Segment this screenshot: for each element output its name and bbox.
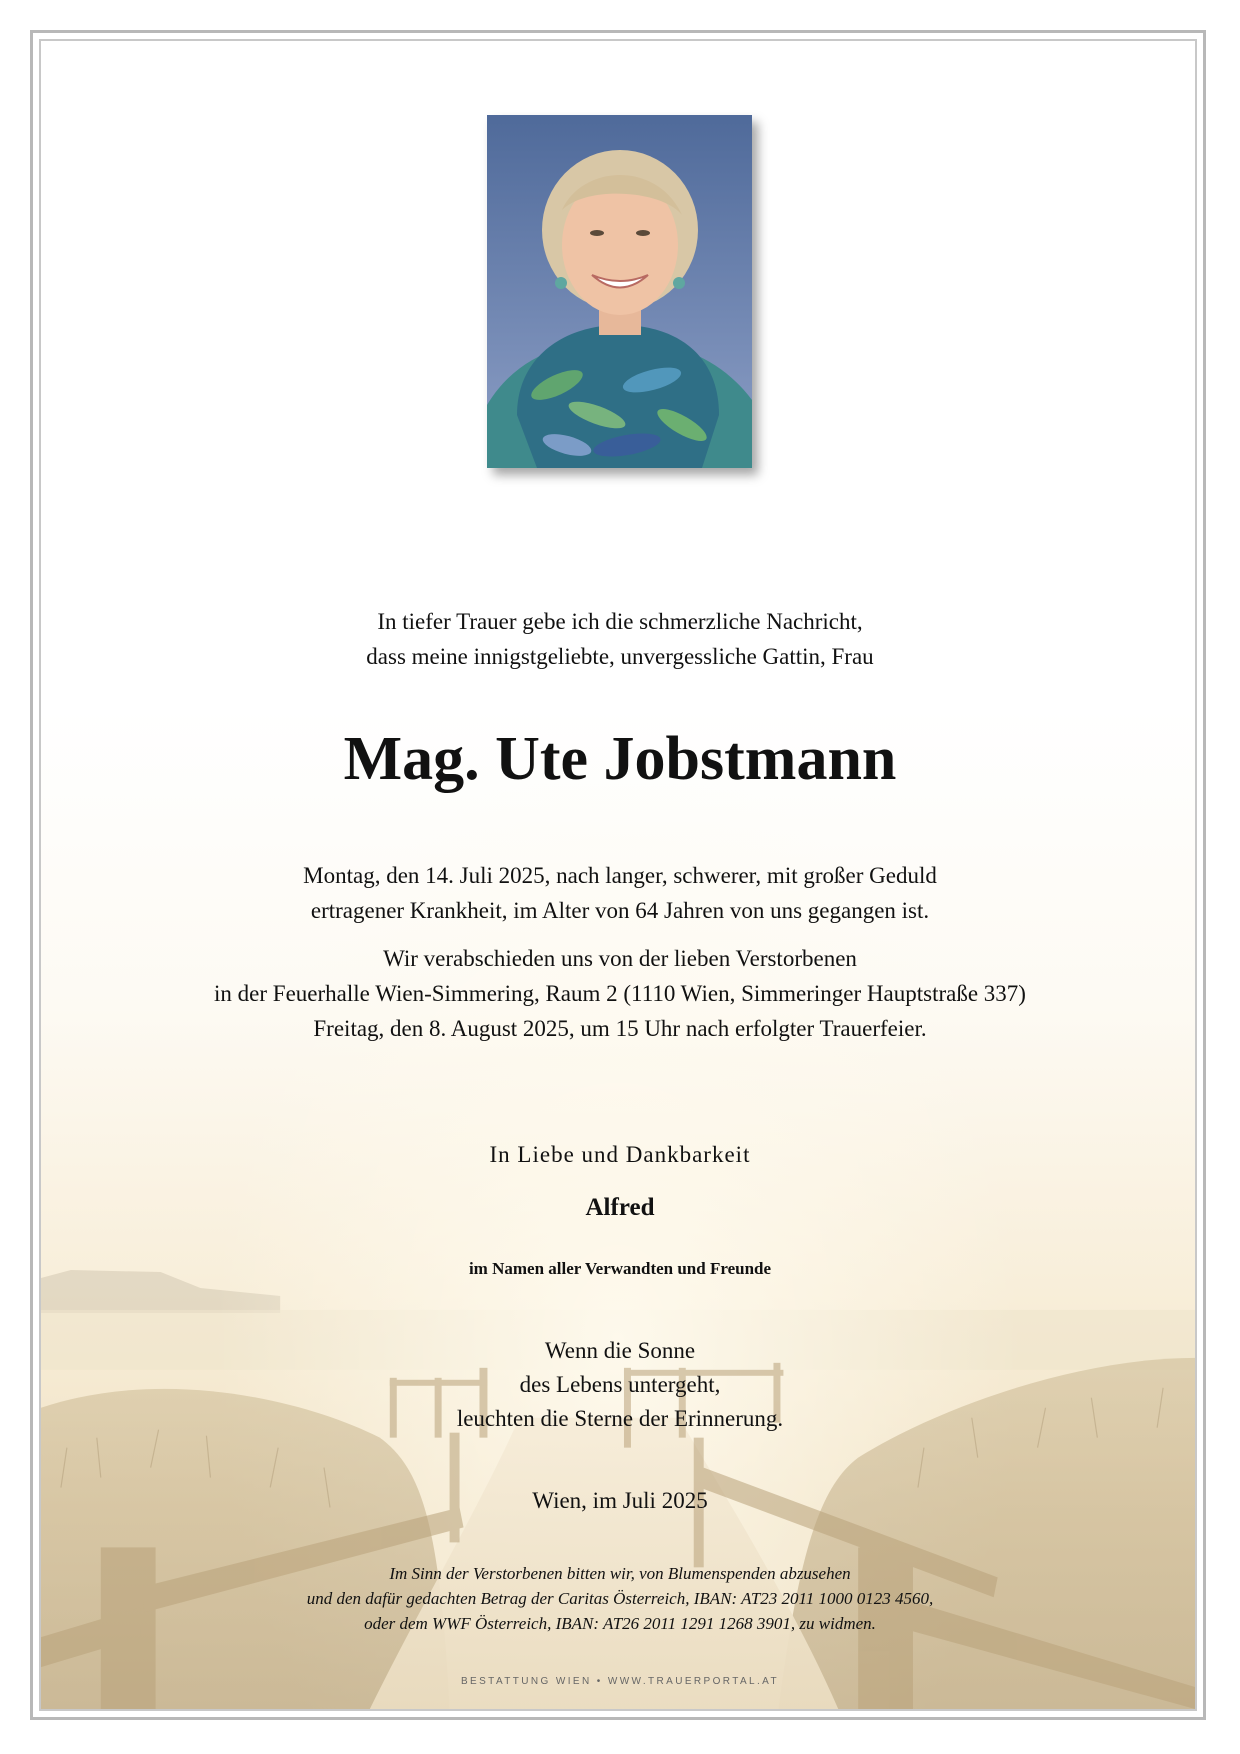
signer-name: Alfred	[585, 1194, 655, 1221]
quote-line-3: leuchten die Sterne der Erinnerung.	[456, 1406, 784, 1431]
intro-text	[0, 604, 1240, 674]
farewell-line-2: in der Feuerhalle Wien-Simmering, Raum 2 (1110 Wien, Simmeringer Hauptstraße 337)	[214, 981, 1026, 1006]
farewell-details	[0, 941, 1240, 1046]
donation-line-3: oder dem WWF Österreich, IBAN: AT26 2011 1291 1268 3901, zu widmen.	[364, 1614, 876, 1633]
donation-request	[0, 1561, 1240, 1636]
deceased-name: Mag. Ute Jobstmann	[343, 725, 897, 793]
portrait-photo	[487, 115, 752, 468]
footer-credit: BESTATTUNG WIEN • WWW.TRAUERPORTAL.AT	[460, 1676, 780, 1687]
intro-line-2: dass meine innigstgeliebte, unvergessliche Gattin, Frau	[366, 644, 874, 669]
memorial-quote	[0, 1334, 1240, 1436]
quote-line-2: des Lebens untergeht,	[519, 1372, 721, 1397]
farewell-line-1: Wir verabschieden uns von der lieben Verstorbenen	[383, 946, 857, 971]
donation-line-1: Im Sinn der Verstorbenen bitten wir, von Blumenspenden abzusehen	[389, 1564, 851, 1583]
death-line-2: ertragener Krankheit, im Alter von 64 Jahren von uns gegangen ist.	[310, 898, 930, 923]
farewell-line-3: Freitag, den 8. August 2025, um 15 Uhr nach erfolgter Trauerfeier.	[313, 1016, 927, 1041]
death-line-1: Montag, den 14. Juli 2025, nach langer, schwerer, mit großer Geduld	[303, 863, 937, 888]
closing-phrase: In Liebe und Dankbarkeit	[489, 1142, 751, 1167]
donation-line-2: und den dafür gedachten Betrag der Caritas Österreich, IBAN: AT23 2011 1000 0123 4560,	[306, 1589, 934, 1608]
place-date: Wien, im Juli 2025	[532, 1488, 708, 1513]
intro-line-1: In tiefer Trauer gebe ich die schmerzliche Nachricht,	[377, 609, 863, 634]
death-notice	[0, 858, 1240, 928]
on-behalf-text: im Namen aller Verwandten und Freunde	[468, 1259, 772, 1278]
quote-line-1: Wenn die Sonne	[544, 1338, 696, 1363]
